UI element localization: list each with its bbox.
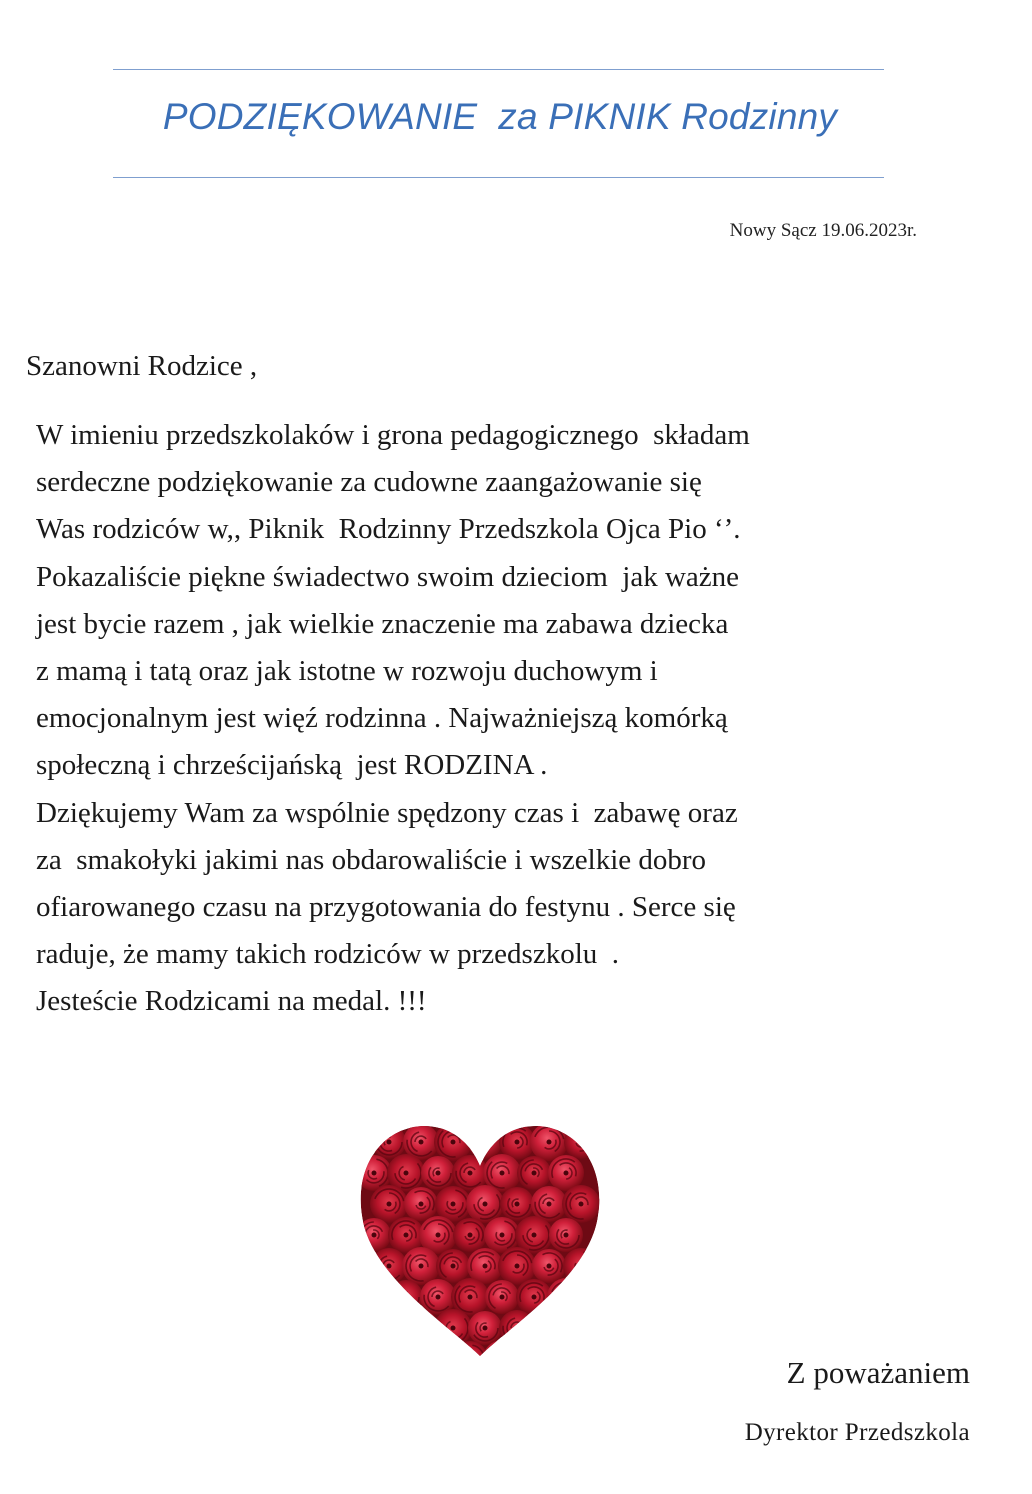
letter-body [36,412,996,1025]
body-line: serdeczne podziękowanie za cudowne zaangażowanie się [36,466,702,499]
bottom-divider [113,177,884,178]
body-line: raduje, że mamy takich rodziców w przedszkolu . [36,938,620,971]
rose-heart-icon [356,1120,604,1366]
body-line: W imieniu przedszkolaków i grona pedagogicznego składam [36,419,750,451]
body-line: Dziękujemy Wam za wspólnie spędzony czas i zabawę oraz [36,796,738,829]
body-line: społeczną i chrześcijańską jest RODZINA . [36,749,548,782]
body-line: za smakołyki jakimi nas obdarowaliście i wszelkie dobro [36,843,707,876]
body-line: jest bycie razem , jak wielkie znaczenie ma zabawa dziecka [36,607,729,640]
page-title: PODZIĘKOWANIE za PIKNIK Rodzinny [162,96,838,137]
body-line: ofiarowanego czasu na przygotowania do festynu . Serce się [36,890,736,923]
body-line: emocjonalnym jest więź rodzinna . Najważniejszą komórką [36,702,728,735]
document-date: Nowy Sącz 19.06.2023r. [729,220,917,241]
closing-phrase: Z poważaniem [786,1355,970,1390]
top-divider [113,69,884,70]
body-line: Pokazaliście piękne świadectwo swoim dzieciom jak ważne [36,560,740,593]
body-line: z mamą i tatą oraz jak istotne w rozwoju duchowym i [36,654,658,687]
greeting: Szanowni Rodzice , [26,350,258,382]
body-line: Was rodziców w,, Piknik Rodzinny Przedszkola Ojca Pio ‘’. [36,513,741,546]
signature: Dyrektor Przedszkola [744,1419,970,1446]
body-line: Jesteście Rodzicami na medal. !!! [36,985,427,1018]
